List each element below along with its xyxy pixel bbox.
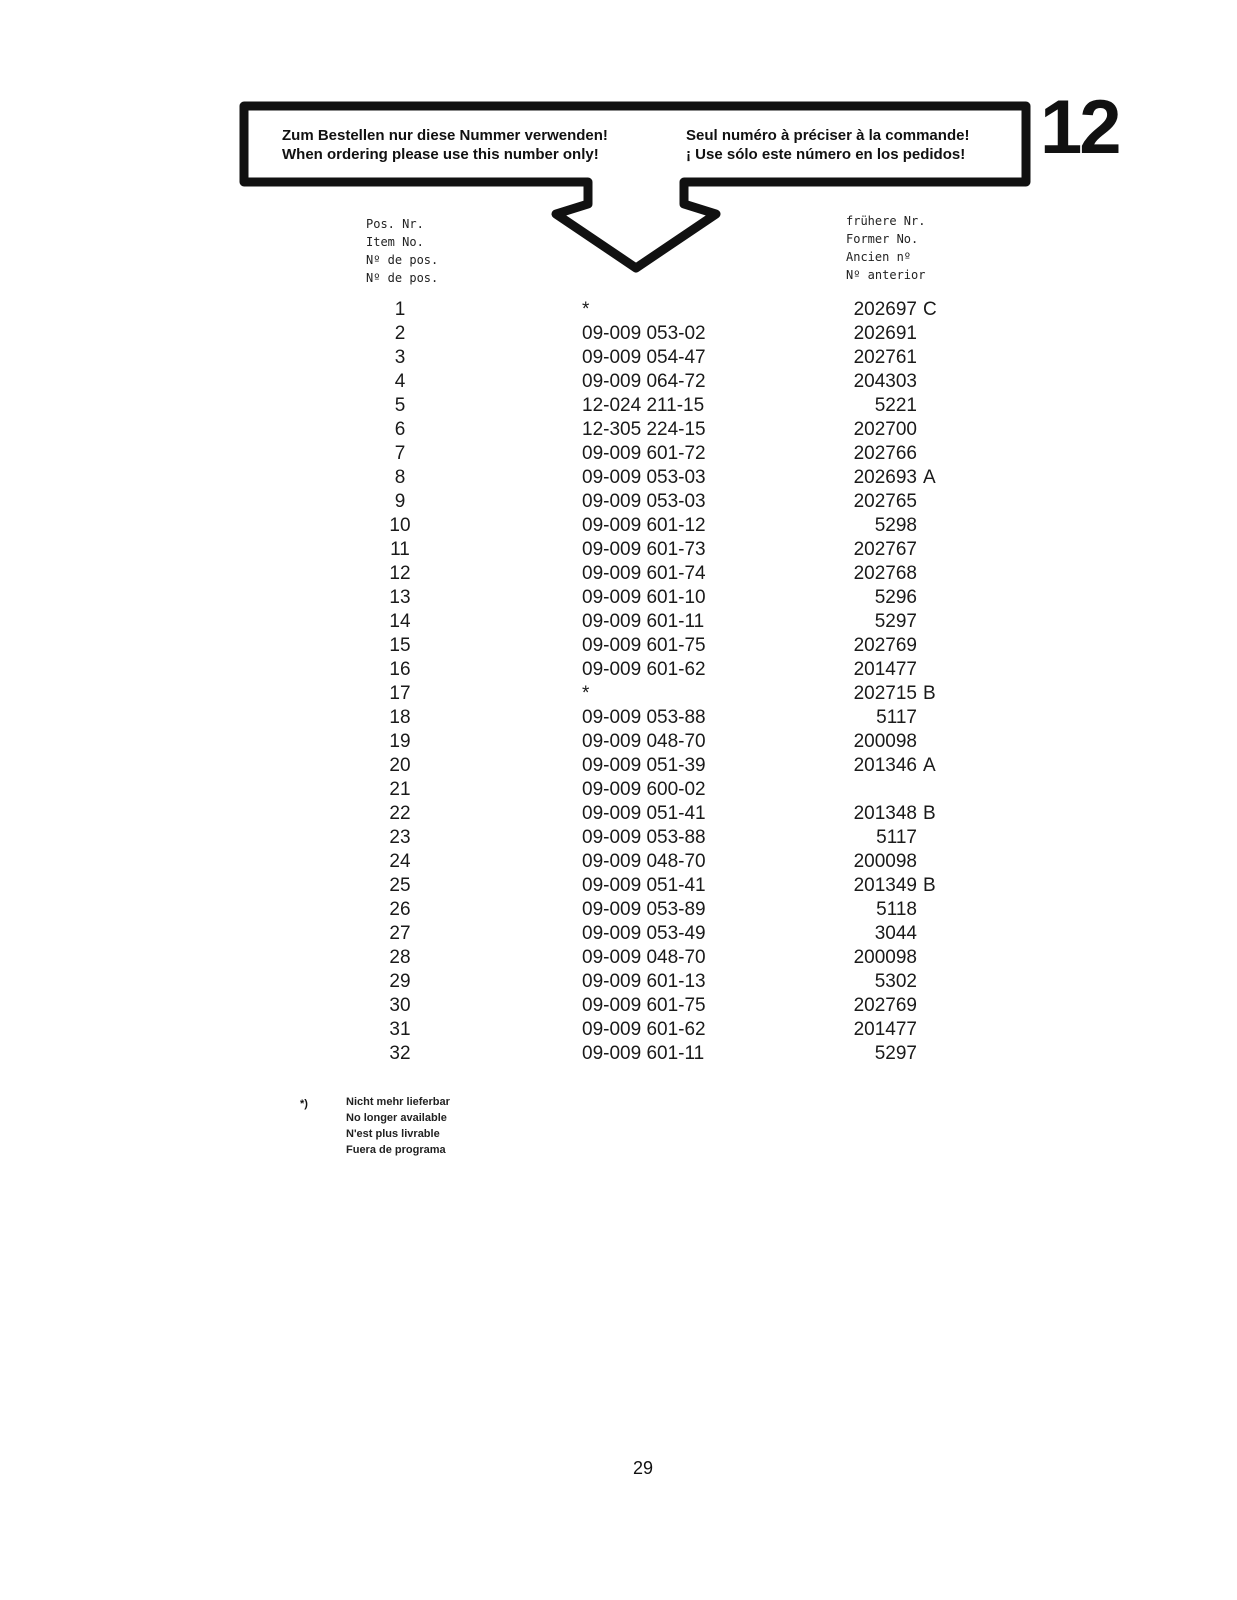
footnote-line: Fuera de programa	[346, 1144, 446, 1156]
header-line: Pos. Nr.	[366, 217, 424, 231]
position-number: 13	[389, 587, 411, 608]
order-number: 09-009 053-88	[582, 827, 706, 848]
position-number: 12	[389, 563, 411, 584]
former-number: 201349	[853, 875, 917, 896]
former-number: 202765	[853, 491, 917, 512]
former-number: 200098	[853, 947, 917, 968]
footnote-line: N'est plus livrable	[346, 1128, 440, 1140]
order-number: 09-009 601-62	[582, 659, 706, 680]
banner-line-english: When ordering please use this number only!	[282, 146, 599, 163]
footnote-marker: *)	[300, 1098, 308, 1110]
position-number: 25	[389, 875, 411, 896]
former-number-suffix: B	[923, 875, 936, 896]
former-number: 202769	[853, 995, 917, 1016]
order-number: *	[582, 299, 590, 320]
former-number-suffix: C	[923, 299, 937, 320]
order-number: 09-009 053-88	[582, 707, 706, 728]
former-number-suffix: B	[923, 803, 936, 824]
former-number: 202693	[853, 467, 917, 488]
former-number: 5221	[874, 395, 917, 416]
header-line: Nº anterior	[846, 268, 926, 282]
order-number: 09-009 601-10	[582, 587, 706, 608]
header-line: Item No.	[366, 235, 424, 249]
page-number: 29	[632, 1458, 654, 1478]
order-number: 09-009 048-70	[582, 851, 706, 872]
former-number: 201477	[853, 1019, 917, 1040]
order-number: 09-009 048-70	[582, 731, 706, 752]
former-number: 5298	[874, 515, 917, 536]
position-number: 32	[389, 1043, 411, 1064]
former-number: 5297	[874, 1043, 917, 1064]
banner-text-right	[686, 126, 969, 164]
order-number: 09-009 051-39	[582, 755, 706, 776]
former-number-column-header	[846, 212, 925, 284]
position-number: 11	[390, 539, 410, 560]
order-number: 09-009 601-12	[582, 515, 706, 536]
order-number: 09-009 601-74	[582, 563, 706, 584]
order-number: 09-009 054-47	[582, 347, 706, 368]
header-line: Nº de pos.	[366, 253, 439, 267]
banner-line-spanish: ¡ Use sólo este número en los pedidos!	[686, 146, 966, 163]
position-number: 17	[389, 683, 411, 704]
header-line: Former No.	[846, 232, 919, 246]
position-number: 22	[389, 803, 411, 824]
order-number: 12-024 211-15	[582, 395, 705, 416]
former-number: 202767	[853, 539, 917, 560]
former-number: 202769	[853, 635, 917, 656]
order-number: 09-009 051-41	[582, 875, 706, 896]
position-number: 9	[394, 491, 406, 512]
position-number: 29	[389, 971, 411, 992]
order-number: 09-009 053-03	[582, 491, 706, 512]
order-number: 09-009 048-70	[582, 947, 706, 968]
former-number: 5297	[874, 611, 917, 632]
position-number: 31	[389, 1019, 411, 1040]
former-number-suffix: A	[923, 755, 936, 776]
former-number: 5118	[876, 899, 917, 920]
position-number: 24	[389, 851, 411, 872]
position-number: 23	[389, 827, 411, 848]
former-number: 5302	[874, 971, 917, 992]
banner-line-german: Zum Bestellen nur diese Nummer verwenden!	[282, 127, 608, 144]
order-number: 09-009 051-41	[582, 803, 706, 824]
position-number: 20	[389, 755, 411, 776]
order-number: 09-009 600-02	[582, 779, 706, 800]
former-number: 202761	[853, 347, 917, 368]
position-number: 4	[394, 371, 406, 392]
position-number: 6	[394, 419, 406, 440]
position-number: 5	[394, 395, 406, 416]
position-number: 30	[389, 995, 411, 1016]
former-number: 201477	[853, 659, 917, 680]
former-number: 202766	[853, 443, 917, 464]
order-number: 09-009 601-73	[582, 539, 706, 560]
footnote	[346, 1094, 450, 1158]
order-number: 09-009 053-02	[582, 323, 706, 344]
position-number: 27	[389, 923, 411, 944]
order-number: 09-009 601-11	[582, 611, 705, 632]
position-number: 21	[389, 779, 411, 800]
banner-text-left	[282, 126, 608, 164]
header-line: Ancien nº	[846, 250, 912, 264]
position-number: 1	[394, 299, 406, 320]
former-number: 200098	[853, 731, 917, 752]
position-number: 16	[389, 659, 411, 680]
position-number: 7	[394, 443, 406, 464]
position-number: 26	[389, 899, 411, 920]
section-number: 12	[1040, 85, 1119, 170]
order-number: 09-009 601-62	[582, 1019, 706, 1040]
former-number: 201346	[853, 755, 917, 776]
banner-line-french: Seul numéro à préciser à la commande!	[686, 127, 970, 144]
former-number-suffix: A	[923, 467, 936, 488]
position-number: 2	[394, 323, 406, 344]
former-number: 201348	[853, 803, 917, 824]
former-number: 5117	[876, 827, 917, 848]
position-number: 10	[389, 515, 411, 536]
former-number: 200098	[853, 851, 917, 872]
order-number: 09-009 064-72	[582, 371, 706, 392]
order-number: 09-009 601-75	[582, 635, 706, 656]
position-number: 14	[389, 611, 411, 632]
order-number: *	[582, 683, 590, 704]
order-number: 09-009 601-75	[582, 995, 706, 1016]
order-number: 09-009 053-49	[582, 923, 706, 944]
former-number: 204303	[853, 371, 917, 392]
order-number: 12-305 224-15	[582, 419, 706, 440]
former-number: 3044	[874, 923, 917, 944]
order-number: 09-009 601-72	[582, 443, 706, 464]
former-number: 5117	[876, 707, 917, 728]
former-number: 5296	[874, 587, 917, 608]
former-number: 202691	[853, 323, 917, 344]
order-number: 09-009 601-11	[582, 1043, 705, 1064]
header-line: Nº de pos.	[366, 271, 439, 285]
position-number: 8	[394, 467, 406, 488]
header-line: frühere Nr.	[846, 214, 926, 228]
order-number: 09-009 053-89	[582, 899, 706, 920]
position-number: 3	[394, 347, 406, 368]
position-number: 19	[389, 731, 411, 752]
former-number: 202697	[853, 299, 917, 320]
footnote-line: No longer available	[346, 1112, 447, 1124]
footnote-line: Nicht mehr lieferbar	[346, 1096, 450, 1108]
position-number: 18	[389, 707, 411, 728]
former-number-suffix: B	[923, 683, 936, 704]
former-number: 202700	[853, 419, 917, 440]
position-number: 15	[389, 635, 411, 656]
order-number: 09-009 601-13	[582, 971, 706, 992]
order-number: 09-009 053-03	[582, 467, 706, 488]
position-column-header	[366, 215, 438, 287]
former-number: 202715	[853, 683, 917, 704]
position-number: 28	[389, 947, 411, 968]
former-number: 202768	[853, 563, 917, 584]
